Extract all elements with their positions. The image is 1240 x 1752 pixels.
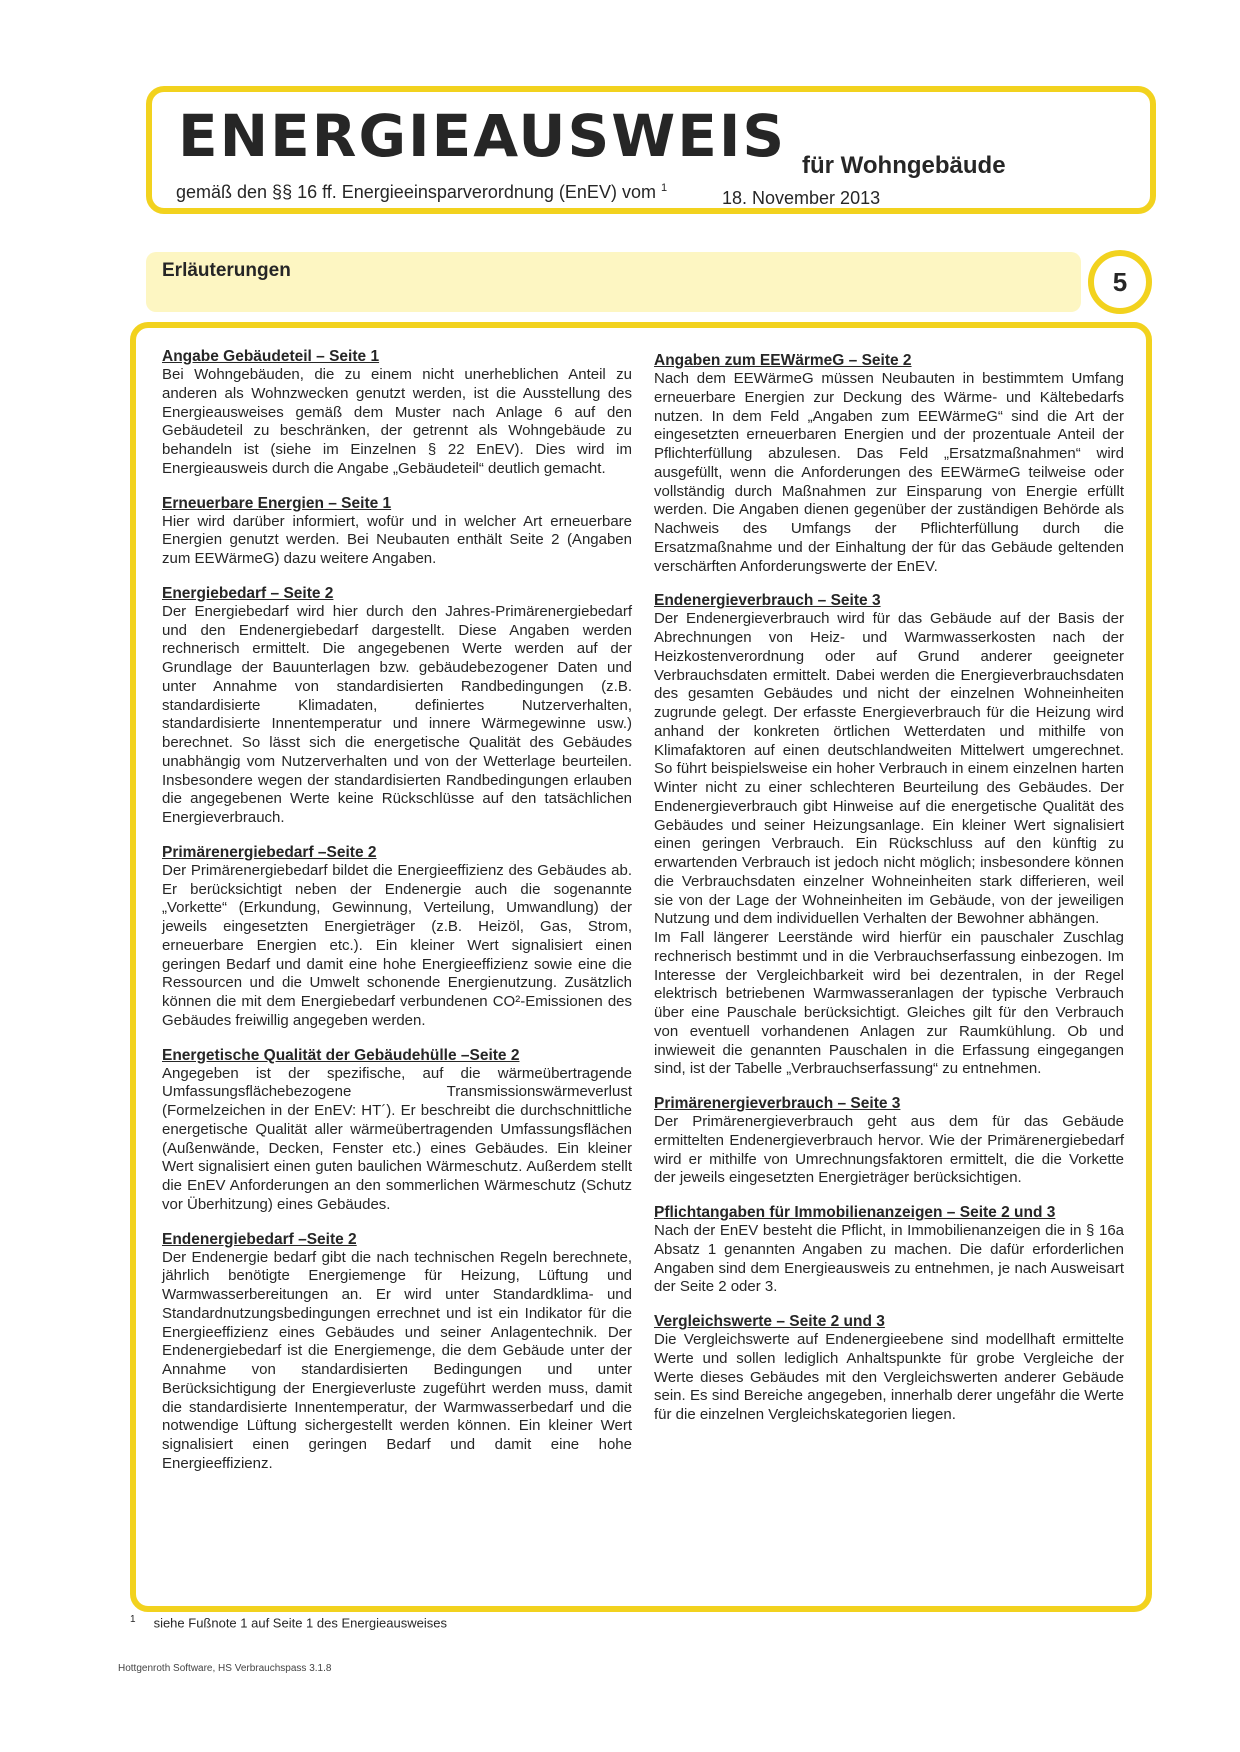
document-title: ENERGIEAUSWEIS <box>178 102 787 170</box>
section-primaerenergiebedarf <box>162 844 632 1031</box>
footnote-marker: 1 <box>130 1614 136 1625</box>
section-heading: Primärenergieverbrauch – Seite 3 <box>654 1095 901 1112</box>
software-credit: Hottgenroth Software, HS Verbrauchspass 3.1.8 <box>118 1663 332 1674</box>
section-body: Nach dem EEWärmeG müssen Neubauten in bestimmtem Umfang erneuerbare Energien zur Deckung des Wärme- und Kältebedarfs nutzen. In dem Feld „Angaben zum EEWärmeG“ sind die Art der eingesetzten erneuerbaren Energien und der prozentuale Anteil der Pflichterfüllung abzulesen. Das Feld „Ersatzmaßnahmen“ wird ausgefüllt, wenn die Anforderungen des EEWärmeG teilweise oder vollständig durch Maßnahmen zur Einsparung von Energie erfüllt werden. Die Angaben dienen gegenüber der zuständigen Behörde als Nachweis des Umfangs der Pflichterfüllung durch die Ersatzmaßnahme und der Einhaltung der für das Gebäude geltenden verschärften Anforderungswerte der EnEV. <box>654 370 1124 575</box>
section-bar <box>146 252 1081 312</box>
section-heading: Angaben zum EEWärmeG – Seite 2 <box>654 352 912 369</box>
section-body: Nach der EnEV besteht die Pflicht, in Immobilienanzeigen die in § 16a Absatz 1 genannten Angaben zu machen. Die dafür erforderlichen Angaben sind dem Energieausweis zu entnehmen, je nach Ausweisart der Seite 2 oder 3. <box>654 1222 1124 1296</box>
section-vergleichswerte <box>654 1313 1124 1425</box>
section-erneuerbare-energien <box>162 495 632 569</box>
section-body: Der Energiebedarf wird hier durch den Jahres-Primärenergiebedarf und den Endenergiebedarf dargestellt. Diese Angaben werden rechnerisch ermittelt. Die angegebenen Werte werden auf der Grundlage der Bauunterlagen bzw. gebäudebezogener Daten und unter Annahme von standardisierten Randbedingungen (z.B. standardisierte Klimadaten, definiertes Nutzerverhalten, standardisierte Innentemperatur und innere Wärmegewinne usw.) berechnet. So lässt sich die energetische Qualität des Gebäudes unabhängig vom Nutzerverhalten und von der Wetterlage beurteilen. Insbesondere wegen der standardisierten Randbedingungen erlauben die angegebenen Werte keine Rückschlüsse auf den tatsächlichen Energieverbrauch. <box>162 602 632 826</box>
section-body: Bei Wohngebäuden, die zu einem nicht unerheblichen Anteil zu anderen als Wohnzwecken genutzt werden, ist die Ausstellung des Energieausweises gemäß dem Muster nach Anlage 6 auf den Gebäudeteil zu beschränken, der getrennt als Wohngebäude zu behandeln ist (siehe im Einzelnen § 22 EnEV). Dies wird im Energieausweis durch die Angabe „Gebäudeteil“ deutlich gemacht. <box>162 366 632 477</box>
section-angabe-gebaeudeteil <box>162 348 632 479</box>
document-subtitle: für Wohngebäude <box>802 152 1006 179</box>
section-body: Die Vergleichswerte auf Endenergieebene sind modellhaft ermittelte Werte und sollen lediglich Anhaltspunkte für grobe Vergleiche der Werte dieses Gebäudes mit den Vergleichswerten anderer Gebäude sein. Es sind Bereiche angegeben, innerhalb derer ungefähr die Werte für die einzelnen Vergleichskategorien liegen. <box>654 1331 1124 1423</box>
section-endenergieverbrauch <box>654 592 1124 1079</box>
left-column <box>162 348 632 1490</box>
section-endenergiebedarf <box>162 1231 632 1474</box>
section-eewaermeg <box>654 352 1124 576</box>
regulation-reference <box>176 182 667 203</box>
section-heading: Pflichtangaben für Immobilienanzeigen – Seite 2 und 3 <box>654 1204 1056 1221</box>
section-heading: Energiebedarf – Seite 2 <box>162 584 334 602</box>
section-heading: Endenergiebedarf –Seite 2 <box>162 1230 357 1248</box>
section-body: Der Primärenergieverbrauch geht aus dem für das Gebäude ermittelten Endenergieverbrauch hervor. Wie der Primärenergiebedarf wird er mithilfe von Umrechnungsfaktoren ermittelt, die die Vorkette der jeweils eingesetzten Energieträger berücksichtigen. <box>654 1113 1124 1187</box>
section-body: Der Endenergie bedarf gibt die nach technischen Regeln berechnete, jährlich benötigte Energiemenge für Heizung, Lüftung und Warmwasserbereitungen an. Er wird unter Standardklima- und Standardnutzungsbedingungen errechnet und ist ein Indikator für die Energieeffizienz eines Gebäudes und seiner Anlagentechnik. Der Endenergiebedarf ist die Energiemenge, die dem Gebäude unter der Annahme von standardisierten Bedingungen und unter Berücksichtigung der Energieverluste zugeführt werden muss, damit die standardisierte Innentemperatur, der Warmwasserbedarf und die notwendige Lüftung sichergestellt werden können. Ein kleiner Wert signalisiert einen geringen Bedarf und damit eine hohe Energieeffizienz. <box>162 1248 632 1472</box>
section-heading: Energetische Qualität der Gebäudehülle –Seite 2 <box>162 1046 520 1064</box>
section-pflichtangaben <box>654 1204 1124 1297</box>
header-box <box>146 86 1156 214</box>
section-heading: Primärenergiebedarf –Seite 2 <box>162 843 377 861</box>
content-box <box>130 322 1152 1612</box>
section-body: Angegeben ist der spezifische, auf die wärmeübertragende Umfassungsflächebezogene Transmissionswärmeverlust (Formelzeichen in der EnEV: HT´). Er beschreibt die durchschnittliche energetische Qualität aller wärmeübertragenden Umfassungsflächen (Außenwände, Decken, Fenster etc.) eines Gebäudes. Ein kleiner Wert signalisiert einen guten baulichen Wärmeschutz. Außerdem stellt die EnEV Anforderungen an den sommerlichen Wärmeschutz (Schutz vor Überhitzung) eines Gebäudes. <box>162 1064 632 1213</box>
regulation-date: 18. November 2013 <box>722 188 881 208</box>
section-heading: Endenergieverbrauch – Seite 3 <box>654 592 881 610</box>
section-body: Der Endenergieverbrauch wird für das Gebäude auf der Basis der Abrechnungen von Heiz- und Warmwasserkosten nach der Heizkostenverordnung oder auf Grund anderer geeigneter Verbrauchsdaten ermittelt. Dabei werden die Energieverbrauchsdaten des gesamten Gebäudes und nicht der einzelnen Wohneinheiten zugrunde gelegt. Der erfasste Energieverbrauch für die Heizung wird anhand der konkreten örtlichen Wetterdaten und mithilfe von Klimafaktoren auf einen deutschlandweiten Mittelwert umgerechnet. So führt beispielsweise ein hoher Verbrauch in einem einzelnen harten Winter nicht zu einer schlechteren Beurteilung des Gebäudes. Der Endenergieverbrauch gibt Hinweise auf die energetische Qualität des Gebäudes und seiner Heizungsanlage. Ein kleiner Wert signalisiert einen geringen Verbrauch. Ein Rückschluss auf den künftig zu erwartenden Verbrauch ist jedoch nicht möglich; insbesondere können die Verbrauchsdaten einzelner Wohneinheiten stark differieren, weil sie von der Lage der Wohneinheiten im Gebäude, von der jeweiligen Nutzung und dem individuellen Verhalten der Bewohner abhängen. <box>654 610 1124 928</box>
section-gebaeudehuelle <box>162 1047 632 1215</box>
footnote <box>130 1614 447 1630</box>
section-primaerenergieverbrauch <box>654 1095 1124 1188</box>
section-body: Der Primärenergiebedarf bildet die Energieeffizienz des Gebäudes ab. Er berücksichtigt neben der Endenergie auch die sogenannte „Vorkette“ (Erkundung, Gewinnung, Verteilung, Umwandlung) der jeweils eingesetzten Energieträger (z.B. Heizöl, Gas, Strom, erneuerbare Energien etc.). Ein kleiner Wert signalisiert einen geringen Bedarf und damit eine hohe Energieeffizienz sowie eine die Ressourcen und die Umwelt schonende Energienutzung. Zusätzlich können die mit dem Energiebedarf verbundenen CO²-Emissionen des Gebäudes freiwillig angegeben werden. <box>162 861 632 1029</box>
right-column <box>654 352 1124 1441</box>
section-heading: Erneuerbare Energien – Seite 1 <box>162 494 392 512</box>
regulation-text: gemäß den §§ 16 ff. Energieeinsparverordnung (EnEV) vom <box>176 182 656 202</box>
section-body-continued: Im Fall längerer Leerstände wird hierfür ein pauschaler Zuschlag rechnerisch bestimmt und in die Verbrauchserfassung einbezogen. Im Interesse der Vergleichbarkeit wird bei dezentralen, in der Regel elektrisch betriebenen Warmwasseranlagen der typische Verbrauch über eine Pauschale berücksichtigt. Gleiches gilt für den Verbrauch von eventuell vorhandenen Anlagen zur Raumkühlung. Ob und inwieweit die genannten Pauschalen in die Erfassung eingegangen sind, ist der Tabelle „Verbrauchserfassung“ zu entnehmen. <box>654 929 1124 1078</box>
regulation-footnote-marker: 1 <box>660 182 668 194</box>
section-heading: Vergleichswerte – Seite 2 und 3 <box>654 1313 885 1330</box>
page-number-badge: 5 <box>1088 250 1152 314</box>
section-body: Hier wird darüber informiert, wofür und in welcher Art erneuerbare Energien genutzt werden. Bei Neubauten enthält Seite 2 (Angaben zum EEWärmeG) dazu weitere Angaben. <box>162 512 632 567</box>
footnote-text: siehe Fußnote 1 auf Seite 1 des Energieausweises <box>153 1615 447 1631</box>
section-energiebedarf <box>162 585 632 828</box>
section-title: Erläuterungen <box>162 260 291 281</box>
section-heading: Angabe Gebäudeteil – Seite 1 <box>162 348 380 365</box>
